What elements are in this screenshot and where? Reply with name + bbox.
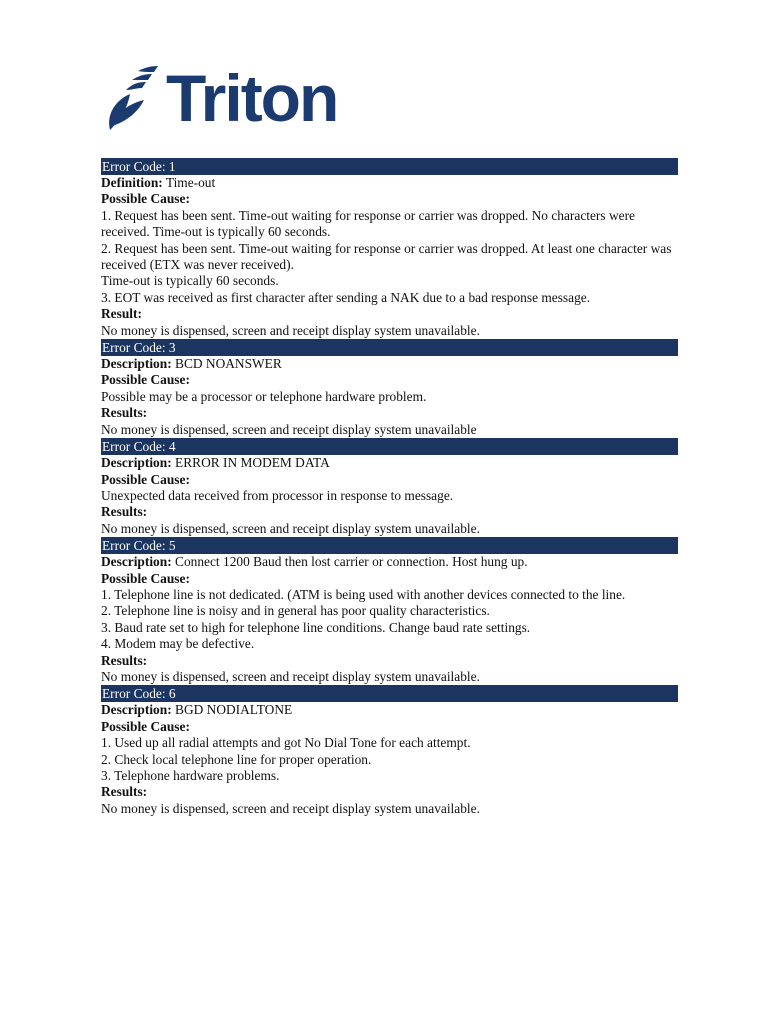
description-line bbox=[101, 702, 678, 718]
result-text: No money is dispensed, screen and receipt display system unavailable. bbox=[101, 668, 480, 684]
cause-item: 2. Telephone line is noisy and in general has poor quality characteristics. bbox=[101, 603, 490, 619]
description-line bbox=[101, 554, 678, 570]
result-text: No money is dispensed, screen and receipt display system unavailable. bbox=[101, 520, 480, 536]
cause-item: Unexpected data received from processor in response to message. bbox=[101, 487, 454, 503]
possible-cause-label: Possible Cause: bbox=[101, 718, 190, 734]
description-label: Description: bbox=[101, 702, 172, 718]
result-label: Results: bbox=[101, 652, 148, 668]
possible-cause-label: Possible Cause: bbox=[101, 191, 190, 207]
error-code-header: Error Code: 4 bbox=[101, 438, 678, 455]
description-value: ERROR IN MODEM DATA bbox=[175, 455, 330, 471]
error-code-header: Error Code: 5 bbox=[101, 537, 678, 554]
cause-item: 2. Check local telephone line for proper operation. bbox=[101, 751, 372, 767]
description-value: Time-out bbox=[165, 175, 216, 190]
description-value: BCD NOANSWER bbox=[175, 356, 282, 372]
result-label: Result: bbox=[101, 306, 142, 322]
description-label: Description: bbox=[101, 455, 172, 471]
error-section bbox=[101, 537, 678, 685]
cause-item: 1. Request has been sent. Time-out waiting for response or carrier was dropped. No characters were received. Time-out is typically 60 seconds. bbox=[101, 207, 635, 240]
description-line bbox=[101, 175, 678, 191]
possible-cause-label: Possible Cause: bbox=[101, 471, 190, 487]
description-line bbox=[101, 356, 678, 372]
error-code-header: Error Code: 3 bbox=[101, 339, 678, 356]
cause-item: 4. Modem may be defective. bbox=[101, 636, 255, 652]
error-section bbox=[101, 339, 678, 438]
cause-item: Time-out is typically 60 seconds. bbox=[101, 273, 279, 289]
result-text: No money is dispensed, screen and receipt display system unavailable. bbox=[101, 800, 480, 816]
error-code-list bbox=[101, 158, 678, 817]
result-label: Results: bbox=[101, 504, 148, 520]
cause-item: Possible may be a processor or telephone hardware problem. bbox=[101, 388, 427, 404]
triton-logo bbox=[104, 61, 338, 135]
result-text: No money is dispensed, screen and receipt display system unavailable. bbox=[101, 322, 480, 338]
description-line bbox=[101, 455, 678, 471]
description-value: BGD NODIALTONE bbox=[175, 702, 293, 718]
error-section bbox=[101, 438, 678, 537]
error-section bbox=[101, 685, 678, 817]
result-text: No money is dispensed, screen and receipt display system unavailable bbox=[101, 421, 477, 437]
cause-item: 1. Telephone line is not dedicated. (ATM is being used with another devices connected to the line. bbox=[101, 586, 626, 602]
cause-item: 3. EOT was received as first character after sending a NAK due to a bad response message. bbox=[101, 289, 591, 305]
cause-item: 3. Telephone hardware problems. bbox=[101, 768, 280, 783]
cause-item: 1. Used up all radial attempts and got No Dial Tone for each attempt. bbox=[101, 735, 471, 751]
error-code-header: Error Code: 6 bbox=[101, 685, 678, 702]
result-label: Results: bbox=[101, 784, 148, 800]
description-label: Description: bbox=[101, 356, 172, 372]
description-value: Connect 1200 Baud then lost carrier or connection. Host hung up. bbox=[175, 554, 528, 570]
brand-name: Triton bbox=[166, 61, 338, 135]
cause-item: 3. Baud rate set to high for telephone line conditions. Change baud rate settings. bbox=[101, 619, 531, 635]
error-section bbox=[101, 158, 678, 339]
cause-item: 2. Request has been sent. Time-out waiting for response or carrier was dropped. At least one character was received (ETX was never received). bbox=[101, 240, 672, 273]
possible-cause-label: Possible Cause: bbox=[101, 570, 190, 586]
possible-cause-label: Possible Cause: bbox=[101, 372, 190, 388]
triton-swirl-logo-icon bbox=[104, 64, 160, 132]
description-label: Description: bbox=[101, 554, 172, 570]
error-code-header: Error Code: 1 bbox=[101, 158, 678, 175]
result-label: Results: bbox=[101, 405, 148, 421]
description-label: Definition: bbox=[101, 175, 163, 190]
